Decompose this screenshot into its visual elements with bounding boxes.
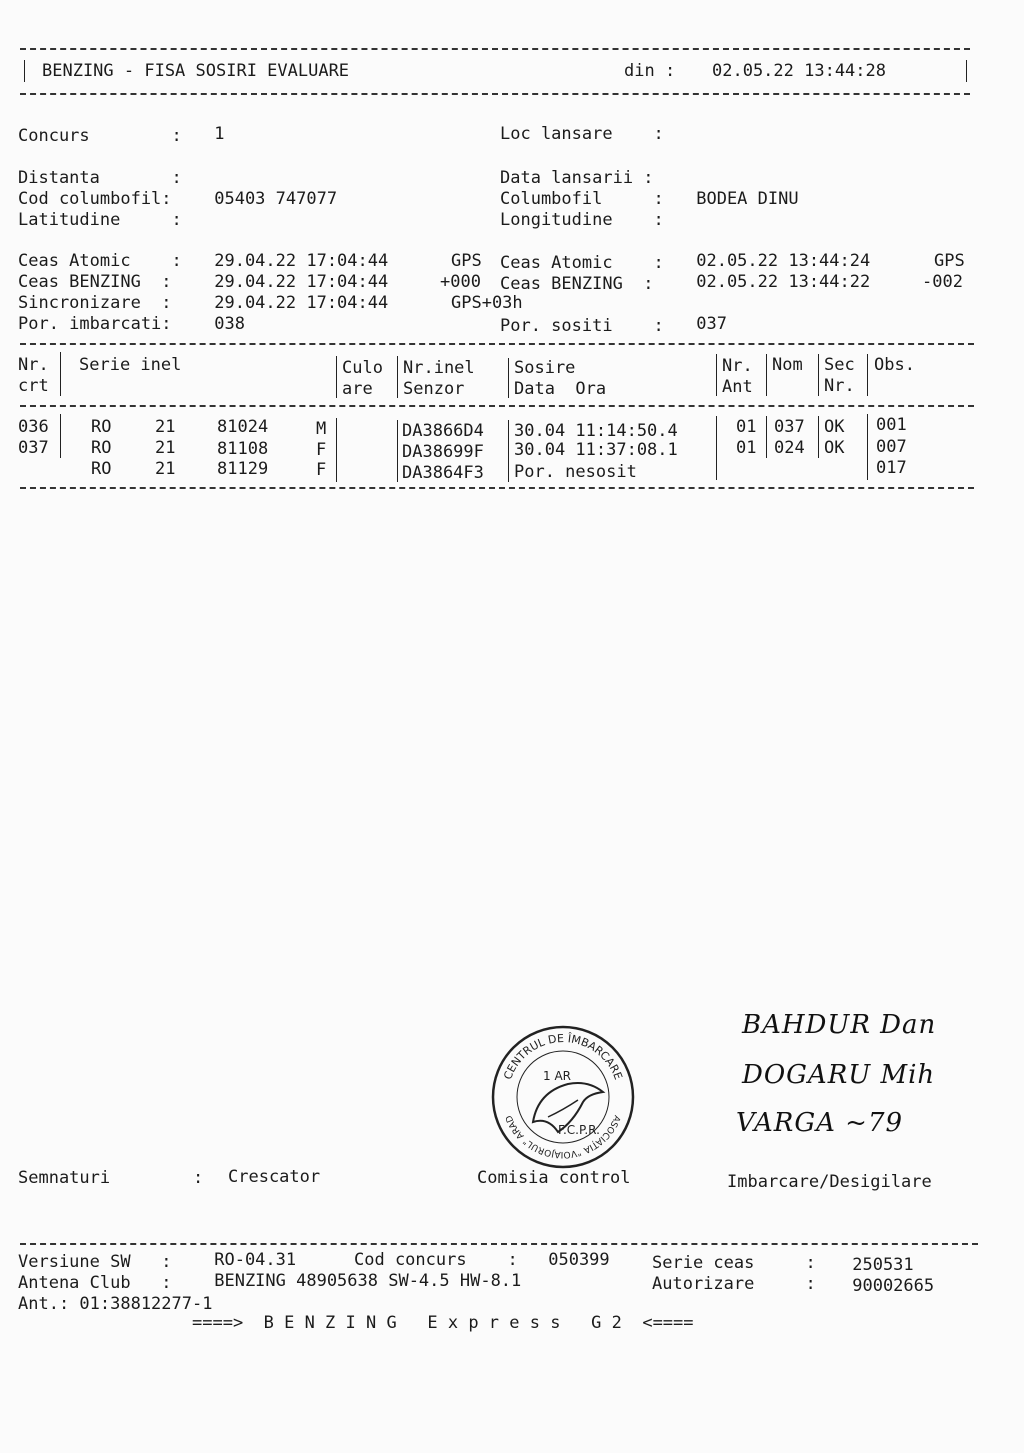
body-sep: [766, 416, 767, 458]
signatures-colon: :: [193, 1168, 204, 1188]
col-sec-bottom: Nr.: [824, 376, 855, 396]
columbofil-value: BODEA DINU: [686, 189, 799, 209]
header-sep: [766, 354, 767, 396]
cell-sex: F: [316, 460, 327, 480]
col-culo-bottom: are: [342, 379, 373, 399]
col-sec-top: Sec: [824, 355, 855, 375]
cod-concurs-label: Cod concurs :: [354, 1250, 518, 1270]
col-nr-top: Nr.: [18, 355, 49, 375]
antena-label: Antena Club :: [18, 1273, 172, 1293]
concurs-label: Concurs :: [18, 126, 182, 146]
cell-year: 21: [155, 417, 176, 437]
comisia-label: Comisia control: [477, 1168, 631, 1188]
body-sep: [867, 414, 868, 480]
col-nr-bottom: crt: [18, 376, 49, 396]
cod-columbofil-value: 05403 747077: [204, 189, 338, 209]
cell-sec: OK: [824, 417, 845, 437]
cell-sex: F: [316, 440, 327, 460]
ceas-benzing-left-value: 29.04.22 17:04:44: [204, 272, 389, 292]
por-sositi-value: 037: [686, 314, 727, 334]
date-label: din :: [624, 61, 676, 81]
stamp-center: 1 AR: [543, 1069, 571, 1083]
official-stamp: [488, 1022, 638, 1172]
versiune-value: RO-04.31: [204, 1250, 297, 1270]
antena-value: BENZING 48905638 SW-4.5 HW-8.1: [204, 1271, 522, 1291]
header-sep: [60, 352, 61, 396]
stamp-bottom: F.C.P.R.: [558, 1123, 600, 1137]
cell-sosire: Por. nesosit: [514, 462, 637, 482]
header-sep: [818, 354, 819, 396]
ceas-atomic-left-label: Ceas Atomic :: [18, 251, 182, 271]
autorizare-value: 90002665: [842, 1276, 935, 1296]
footer-top-rule: [20, 1243, 978, 1245]
col-obs: Obs.: [874, 355, 915, 375]
body-sep: [397, 420, 398, 482]
cell-country: RO: [91, 417, 112, 437]
ceas-atomic-right-label: Ceas Atomic :: [500, 253, 664, 273]
cell-nom: 037: [774, 417, 805, 437]
header-right-bar: [966, 60, 967, 82]
cell-obs: 017: [876, 458, 907, 478]
cell-ring: 81129: [217, 459, 269, 479]
ceas-atomic-left-value: 29.04.22 17:04:44: [204, 251, 389, 271]
por-imbarcati-value: 038: [204, 314, 245, 334]
cell-sec: OK: [824, 438, 845, 458]
por-sositi-label: Por. sositi :: [500, 316, 664, 336]
cell-nom: 024: [774, 438, 805, 458]
cell-ring: 81108: [217, 439, 269, 459]
cell-ring: 81024: [217, 417, 269, 437]
cell-sosire: 30.04 11:37:08.1: [514, 440, 678, 460]
stamp-org-text: ASOCIAȚIA "VOIAJORUL" ARAD: [504, 1113, 622, 1160]
header-top-rule: [20, 48, 970, 50]
autorizare-label: Autorizare :: [652, 1274, 816, 1294]
longitudine-label: Longitudine :: [500, 210, 664, 230]
benzing-banner: ====> B E N Z I N G E x p r e s s G 2 <====: [192, 1313, 694, 1333]
table-header-rule: [20, 405, 974, 407]
ceas-benzing-right-label: Ceas BENZING :: [500, 274, 654, 294]
cod-columbofil-label: Cod columbofil:: [18, 189, 172, 209]
cell-country: RO: [91, 438, 112, 458]
body-sep: [336, 418, 337, 482]
col-senzor-bottom: Senzor: [403, 379, 465, 399]
report-title: BENZING - FISA SOSIRI EVALUARE: [42, 61, 350, 81]
report-date: 02.05.22 13:44:28: [712, 61, 886, 81]
body-sep: [508, 420, 509, 482]
data-lansarii-label: Data lansarii :: [500, 168, 654, 188]
header-left-bar: [24, 60, 25, 82]
cell-senzor: DA3866D4: [402, 421, 484, 441]
ceas-benzing-left-suffix: +000: [440, 272, 481, 292]
handwritten-signature-2: DOGARU Mih: [742, 1060, 936, 1090]
ant-line: Ant.: 01:38812277-1: [18, 1294, 213, 1314]
cell-ant: 01: [736, 417, 757, 437]
col-culo-top: Culo: [342, 358, 383, 378]
cell-senzor: DA38699F: [402, 442, 484, 462]
columbofil-label: Columbofil :: [500, 189, 664, 209]
versiune-label: Versiune SW :: [18, 1252, 172, 1272]
table-bottom-rule: [20, 487, 974, 489]
sincronizare-value: 29.04.22 17:04:44: [204, 293, 389, 313]
cell-sex: M: [316, 419, 327, 439]
handwritten-signature-3: VARGA ~79: [736, 1108, 904, 1138]
sincronizare-suffix: GPS+03h: [451, 293, 523, 313]
handwritten-signature-1: BAHDUR Dan: [742, 1010, 937, 1040]
cell-country: RO: [91, 459, 112, 479]
ceas-benzing-right-suffix: -002: [922, 272, 963, 292]
col-sosire-top: Sosire: [514, 358, 576, 378]
por-imbarcati-label: Por. imbarcati:: [18, 314, 172, 334]
cell-senzor: DA3864F3: [402, 463, 484, 483]
header-sep: [336, 356, 337, 398]
serie-ceas-label: Serie ceas :: [652, 1253, 816, 1273]
cell-sosire: 30.04 11:14:50.4: [514, 421, 678, 441]
ceas-benzing-right-value: 02.05.22 13:44:22: [686, 272, 871, 292]
cell-obs: 001: [876, 415, 907, 435]
header-sep: [716, 354, 717, 396]
header-sep: [397, 356, 398, 398]
stamp-outer-text: CENTRUL DE ÎMBARCARE: [501, 1031, 625, 1082]
body-sep: [818, 416, 819, 458]
latitudine-label: Latitudine :: [18, 210, 182, 230]
concurs-value: 1: [204, 124, 225, 144]
col-serie: Serie inel: [79, 355, 182, 375]
loc-lansare-label: Loc lansare :: [500, 124, 664, 144]
header-sep: [867, 354, 868, 396]
header-sep: [508, 358, 509, 398]
serie-ceas-value: 250531: [842, 1255, 914, 1275]
col-nom: Nom: [772, 355, 803, 375]
signatures-label: Semnaturi: [18, 1168, 111, 1188]
cell-year: 21: [155, 459, 176, 479]
ceas-benzing-left-label: Ceas BENZING :: [18, 272, 172, 292]
table-top-rule: [20, 343, 974, 345]
distanta-label: Distanta :: [18, 168, 182, 188]
cod-concurs-value: 050399: [538, 1250, 610, 1270]
body-sep: [60, 414, 61, 458]
imbarcare-label: Imbarcare/Desigilare: [727, 1172, 932, 1192]
cell-obs: 007: [876, 437, 907, 457]
sincronizare-label: Sincronizare :: [18, 293, 172, 313]
body-sep: [716, 416, 717, 480]
col-sosire-bottom: Data Ora: [514, 379, 607, 399]
col-ant-top: Nr.: [722, 356, 753, 376]
cell-nr: 036: [18, 417, 49, 437]
col-ant-bottom: Ant: [722, 377, 753, 397]
ceas-atomic-left-suffix: GPS: [451, 251, 482, 271]
ceas-atomic-right-value: 02.05.22 13:44:24: [686, 251, 871, 271]
col-senzor-top: Nr.inel: [403, 358, 475, 378]
ceas-atomic-right-suffix: GPS: [934, 251, 965, 271]
cell-nr: 037: [18, 438, 49, 458]
header-bottom-rule: [20, 93, 970, 95]
crescator-label: Crescator: [228, 1167, 321, 1187]
cell-ant: 01: [736, 438, 757, 458]
cell-year: 21: [155, 438, 176, 458]
